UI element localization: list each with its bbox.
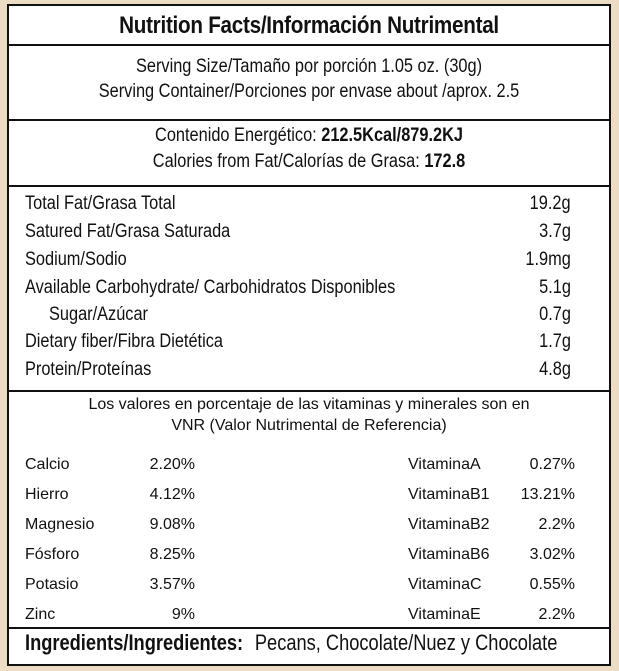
nutrient-name: Sugar/Azúcar [49, 304, 149, 325]
mineral-name: Potasio [25, 576, 79, 593]
mineral-name: Fósforo [25, 546, 80, 563]
label-title: Nutrition Facts/Información Nutrimental [119, 12, 499, 39]
vitamin-name: VitaminaE [408, 606, 481, 623]
nutrient-name: Protein/Proteínas [25, 359, 152, 380]
mineral-value: 8.25% [149, 546, 195, 563]
divider [9, 119, 609, 121]
nutrient-value: 19.2g [530, 193, 571, 214]
calories-fat-value: 172.8 [424, 151, 466, 172]
mineral-value: 3.57% [149, 576, 195, 593]
vitamin-note-line2: VNR (Valor Nutrimental de Referencia) [171, 417, 447, 434]
mineral-value: 9.08% [149, 516, 195, 533]
vitamin-value: 2.2% [538, 516, 575, 533]
vitamin-value: 2.2% [538, 606, 575, 623]
mineral-name: Zinc [25, 606, 56, 623]
nutrient-value: 4.8g [539, 359, 571, 380]
serving-section [9, 56, 609, 103]
vitamin-value: 3.02% [529, 546, 575, 563]
divider [9, 627, 609, 629]
vitamin-name: VitaminaA [408, 456, 481, 473]
vitamin-note-line1: Los valores en porcentaje de las vitaminas y minerales son en [88, 396, 530, 413]
serving-size: Serving Size/Tamaño por porción 1.05 oz. (30g) [135, 56, 483, 77]
mineral-value: 9% [171, 606, 195, 623]
nutrient-value: 3.7g [539, 221, 571, 242]
vitamin-note [9, 396, 609, 435]
nutrient-value: 5.1g [539, 277, 571, 298]
nutrient-name: Satured Fat/Grasa Saturada [25, 221, 231, 242]
mineral-name: Hierro [25, 486, 69, 503]
mineral-value: 4.12% [149, 486, 195, 503]
ingredients-label: Ingredients/Ingredientes: [25, 630, 244, 655]
divider [9, 390, 609, 392]
serving-container: Serving Container/Porciones por envase about /aprox. 2.5 [98, 81, 520, 102]
ingredients-value: Pecans, Chocolate/Nuez y Chocolate [254, 630, 558, 655]
vitamin-value: 0.27% [529, 456, 575, 473]
nutrition-label [7, 4, 611, 666]
vitamin-name: VitaminaB2 [408, 516, 490, 533]
vitamin-value: 0.55% [529, 576, 575, 593]
nutrient-name: Sodium/Sodio [25, 249, 127, 270]
vitamin-value: 13.21% [520, 486, 575, 503]
nutrient-name: Available Carbohydrate/ Carbohidratos Disponibles [25, 277, 396, 298]
divider [9, 185, 609, 187]
vitamin-name: VitaminaC [408, 576, 482, 593]
calories-fat-label: Calories from Fat/Calorías de Grasa: [152, 151, 420, 172]
nutrient-value: 1.9mg [525, 249, 571, 270]
ingredients-line [25, 630, 557, 656]
mineral-value: 2.20% [149, 456, 195, 473]
nutrient-value: 1.7g [539, 331, 571, 352]
vitamin-name: VitaminaB6 [408, 546, 490, 563]
nutrient-name: Total Fat/Grasa Total [25, 193, 176, 214]
nutrient-name: Dietary fiber/Fibra Dietética [25, 331, 223, 352]
divider [9, 44, 609, 46]
vitamin-name: VitaminaB1 [408, 486, 490, 503]
calories-fat-line [51, 151, 567, 173]
energy-line [51, 125, 567, 147]
energy-value: 212.5Kcal/879.2KJ [321, 125, 463, 146]
energy-section [9, 125, 609, 173]
mineral-name: Magnesio [25, 516, 95, 533]
energy-label: Contenido Energético: [155, 125, 317, 146]
mineral-name: Calcio [25, 456, 70, 473]
nutrient-value: 0.7g [539, 304, 571, 325]
